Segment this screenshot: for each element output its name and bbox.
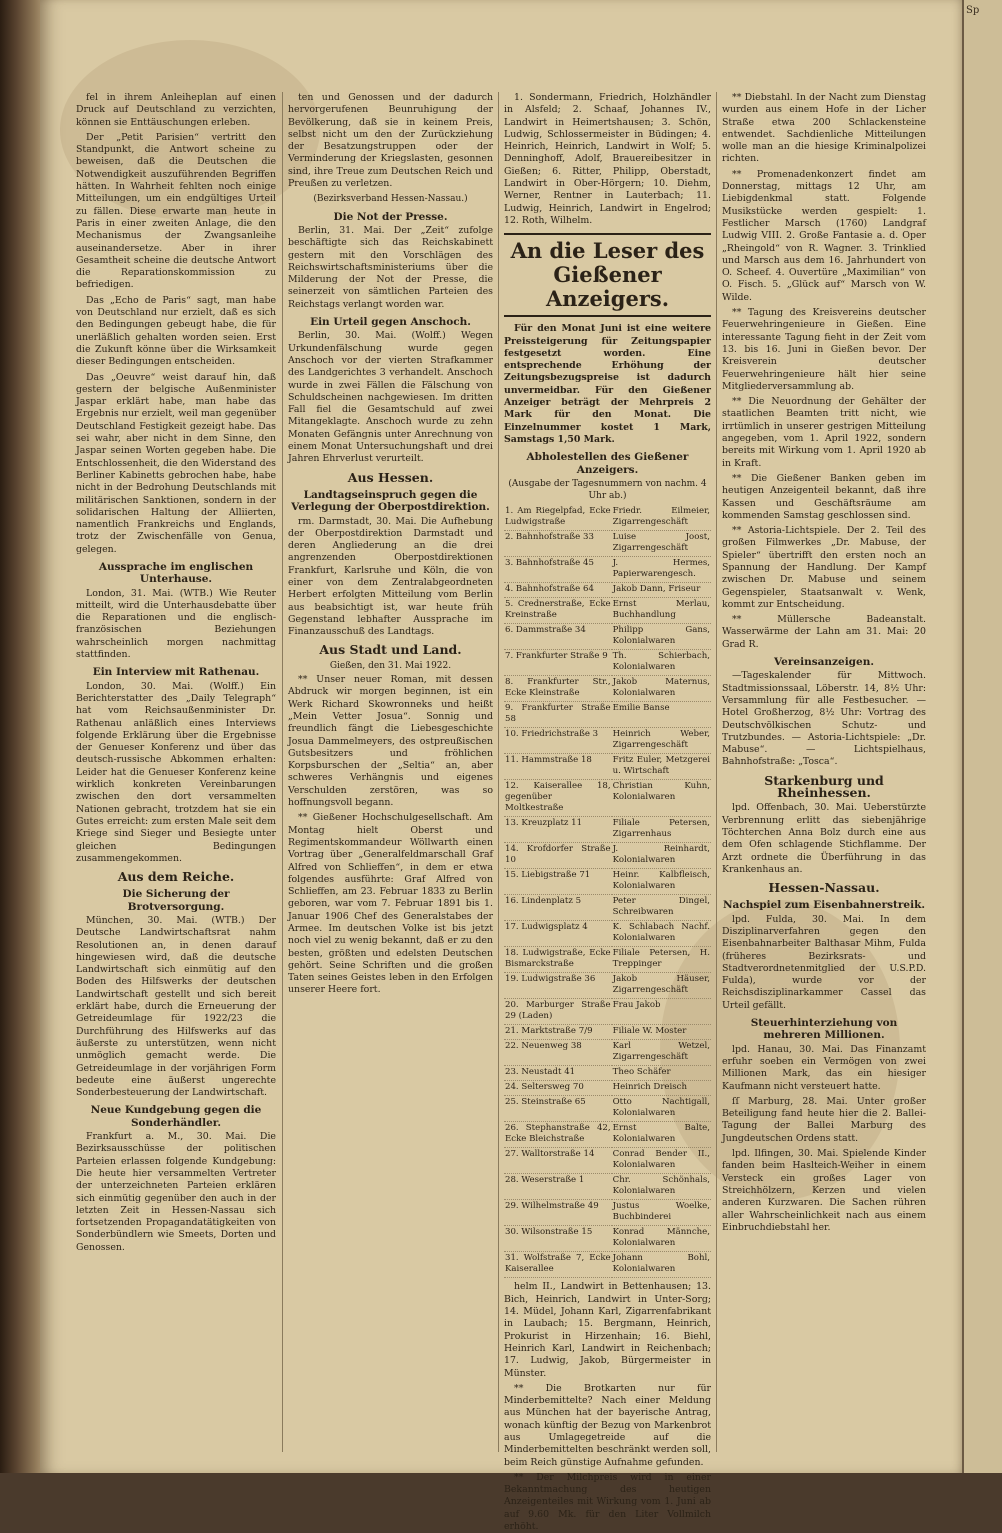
paragraph: rm. Darmstadt, 30. Mai. Die Aufhebung der Oberpostdirektion Darmstadt und deren Angliederung an die drei angrenzenden Oberpostdirektionen Frankfurt, Karlsruhe und Köln, die von einer von dem Zentralabgeordneten Herbert erfolgten Mitteilung vom Berlin aus beabsichtigt ist, war heute früh Gegenstand lebhafter Aussprache im Finanzausschuß des Landtags.	[288, 515, 493, 638]
outlet-name: Jakob Dann, Friseur	[612, 583, 711, 598]
outlets-heading: Abholestellen des Gießener Anzeigers.	[526, 451, 689, 476]
outlet-name: Heinrich Dreisch	[612, 1081, 711, 1096]
outlet-name: Heinr. Kalbfleisch, Kolonialwaren	[612, 869, 711, 895]
outlet-name: Filiale Petersen, Zigarrenhaus	[612, 817, 711, 843]
outlet-name: Johann Bohl, Kolonialwaren	[612, 1252, 711, 1278]
table-row	[504, 728, 711, 754]
paragraph: 1. Sondermann, Friedrich, Holzhändler in Alsfeld; 2. Schaaf, Johannes IV., Landwirt in Heimertshausen; 3. Schön, Ludwig, Schlossermeister in Büdingen; 4. Heinrich, Heinrich, Landwirt in Wolf; 5. Denninghoff, Adolf, Brauereibesitzer in Gießen; 6. Ritter, Philipp, Oberstadt, Landwirt in Ober-Hörgern; 10. Diehm, Werner, Rentner in Lauterbach; 11. Ludwig, Heinrich, Landwirt in Engelrod; 12. Roth, Wilhelm.	[504, 92, 711, 226]
outlet-name: Fritz Euler, Metzgerei u. Wirtschaft	[612, 754, 711, 780]
article-heading: Nachspiel zum Eisenbahnerstreik.	[722, 899, 926, 912]
outlet-location: 18. Ludwigstraße, Ecke Bismarckstraße	[504, 947, 612, 973]
outlet-name: Justus Woelke, Buchbinderei	[612, 1200, 711, 1226]
paragraph: ** Tagung des Kreisvereins deutscher Feuerwehringenieure in Gießen. Eine interessante Tagung fieht in der Zeit vom 13. bis 16. Juni in Gießen bevor. Der Kreisverein deutscher Feuerwehringenieure hält hier seine Mitgliederversammlung ab.	[722, 307, 926, 392]
paragraph: Der „Petit Parisien“ vertritt den Standpunkt, die Antwort scheine zu beweisen, daß die Deutschen die Notwendigkeit auszuführenden Begriffen hätten. In Wahrheit fehlten noch einige Mitteilungen, um ein endgültiges Urteil zu fällen. Diese erwarte man heute in Paris in einer zweiten Anlage, die den Mechanismus der Zwangsanleihe auseinandersetze. Aber in ihrer Gesamtheit scheine die deutsche Antwort die Reparationskommission zu befriedigen.	[76, 131, 276, 291]
table-row	[504, 583, 711, 598]
adjacent-page-edge	[962, 0, 1002, 1473]
column-4	[722, 92, 926, 1462]
outlet-name: Frau Jakob	[612, 999, 711, 1025]
outlet-name: Ernst Merlau, Buchhandlung	[612, 598, 711, 624]
outlet-location: 20. Marburger Straße 29 (Laden)	[504, 999, 612, 1025]
paragraph: —Tageskalender für Mittwoch. Stadtmissionssaal, Löberstr. 14, 8½ Uhr: Versammlung für alle Festbesucher. — Hotel Großherzog, 8½ Uhr: Vortrag des Deutschvölkischen Schutz- und Trutzbundes. — Astoria-Lichtspiele: „Dr. Mabuse“. — Lichtspielhaus, Bahnhofstraße: „Tosca“.	[722, 670, 926, 768]
paragraph: Berlin, 30. Mai. (Wolff.) Wegen Urkundenfälschung wurde gegen Anschoch vor der vierten Strafkammer des Landgerichtes 3 verhandelt. Anschoch wurde in zwei Fällen die Fälschung von Schuldscheinen nachgewiesen. Im dritten Fall fiel die Gesamtschuld auf zwei Mitangeklagte. Anschoch wurde zu zehn Monaten Gefängnis unter Anrechnung von einem Monat Untersuchungshaft und drei Jahren Ehrverlust verurteilt.	[288, 330, 493, 465]
table-row	[504, 1174, 711, 1200]
outlet-location: 21. Marktstraße 7/9	[504, 1025, 612, 1040]
outlet-location: 30. Wilsonstraße 15	[504, 1226, 612, 1252]
column-rule	[498, 92, 499, 1452]
table-row	[504, 702, 711, 728]
article-heading: Die Sicherung der Brotversorgung.	[122, 888, 230, 913]
article-heading: Die Not der Presse.	[333, 210, 448, 223]
section-heading: Aus Hessen.	[347, 469, 434, 485]
outlets-table	[504, 505, 711, 1278]
outlet-location: 1. Am Riegelpfad, Ecke Ludwigstraße	[504, 505, 612, 531]
table-row	[504, 869, 711, 895]
outlet-location: 31. Wolfstraße 7, Ecke Kaiserallee	[504, 1252, 612, 1278]
section-heading: Aus dem Reiche.	[117, 869, 235, 885]
table-row	[504, 780, 711, 817]
paragraph: ** Müllersche Badeanstalt. Wasserwärme der Lahn am 31. Mai: 20 Grad R.	[722, 614, 926, 650]
paragraph: ** Diebstahl. In der Nacht zum Dienstag wurden aus einem Hofe in der Licher Straße etwa 200 Schlackensteine entwendet. Sachdienliche Mitteilungen wolle man an die hiesige Kriminalpolizei richten.	[722, 92, 926, 165]
outlet-location: 29. Wilhelmstraße 49	[504, 1200, 612, 1226]
outlet-location: 7. Frankfurter Straße 9	[504, 650, 612, 676]
outlet-location: 11. Hammstraße 18	[504, 754, 612, 780]
outlet-name: Luise Joost, Zigarrengeschäft	[612, 531, 711, 557]
table-row	[504, 895, 711, 921]
table-row	[504, 1040, 711, 1066]
paragraph: ** Astoria-Lichtspiele. Der 2. Teil des großen Filmwerkes „Dr. Mabuse, der Spieler“ übertrifft den ersten noch an Spannung der Handlung. Der Kampf zwischen Dr. Mabuse und seinem Gegenspieler, Staatsanwalt v. Wenk, kommt zur Entscheidung.	[722, 525, 926, 610]
outlets-subheading: (Ausgabe der Tagesnummern von nachm. 4 Uhr ab.)	[508, 478, 707, 502]
paragraph: fel in ihrem Anleiheplan auf einen Druck auf Deutschland zu verzichten, können sie Enttäuschungen erleben.	[76, 92, 276, 128]
outlet-location: 6. Dammstraße 34	[504, 624, 612, 650]
outlet-location: 2. Bahnhofstraße 33	[504, 531, 612, 557]
outlet-name: Ernst Balte, Kolonialwaren	[612, 1122, 711, 1148]
table-row	[504, 624, 711, 650]
table-row	[504, 947, 711, 973]
outlet-location: 16. Lindenplatz 5	[504, 895, 612, 921]
table-row	[504, 505, 711, 531]
column-rule	[282, 92, 283, 1452]
outlet-name: Theo Schäfer	[612, 1066, 711, 1081]
paragraph: lpd. Hanau, 30. Mai. Das Finanzamt erfuhr soeben ein Vermögen von zwei Millionen Mark, das ein hiesiger Kaufmann nicht versteuert hatte.	[722, 1043, 926, 1092]
paragraph: München, 30. Mai. (WTB.) Der Deutsche Landwirtschaftsrat nahm Resolutionen an, in denen darauf hingewiesen wird, daß die deutsche Landwirtschaft sich einmütig auf den Boden des Hilfswerks der deutschen Landwirtschaft gestellt und sich bereit erklärt habe, durch die Erneuerung der Getreideumlage für 1922/23 die Durchführung des Hilfswerks auf das äußerste zu unterstützen, wenn nicht unmöglich gemacht werde. Die Getreideumlage in der vorjährigen Form bedeute eine äußerst ungerechte Sonderbesteuerung der Landwirtschaft.	[76, 915, 276, 1099]
outlet-location: 13. Kreuzplatz 11	[504, 817, 612, 843]
table-row	[504, 817, 711, 843]
outlet-location: 9. Frankfurter Straße 58	[504, 702, 612, 728]
outlet-location: 27. Walltorstraße 14	[504, 1148, 612, 1174]
reader-notice-banner: An die Leser des Gießener Anzeigers.	[504, 233, 711, 317]
table-row	[504, 1148, 711, 1174]
outlet-location: 22. Neuenweg 38	[504, 1040, 612, 1066]
paragraph: lpd. Offenbach, 30. Mai. Ueberstürzte Verbrennung erlitt das siebenjährige Töchterchen Anna Bolz durch eine aus dem Ofen schlagende Stichflamme. Der Arzt ordnete die Überführung in das Krankenhaus an.	[722, 802, 926, 875]
outlet-location: 25. Steinstraße 65	[504, 1096, 612, 1122]
paragraph: ** Unser neuer Roman, mit dessen Abdruck wir morgen beginnen, ist ein Werk Richard Skowronneks und heißt „Mein Vetter Josua“. Sonnig und freundlich fängt die Liebesgeschichte Josua Dammelmeyers, des ostpreußischen Gutsbesitzers und fröhlichen Korpsburschen der „Seltia“ an, aber schweres Verhängnis und eigenes Verschulden zerstören, was so hoffnungsvoll begann.	[288, 674, 493, 809]
outlet-location: 12. Kaiserallee 18, gegenüber Moltkestraße	[504, 780, 612, 817]
paragraph: Das „Echo de Paris“ sagt, man habe von Deutschland nur erzielt, daß es sich den Bedingungen gebeugt habe, die für unerläßlich gehalten worden seien. Erst die Zukunft könne über die Wirksamkeit dieser Bedingungen entscheiden.	[76, 294, 276, 368]
table-row	[504, 754, 711, 780]
paragraph: ** Gießener Hochschulgesellschaft. Am Montag hielt Oberst und Regimentskommandeur Wöllwarth einen Vortrag über „Generalfeldmarschall Graf Alfred von Schlieffen“, in dem er etwa folgendes ausführte: Graf Alfred von Schlieffen, am 23. Februar 1833 zu Berlin geboren, war vom 7. Februar 1891 bis 1. Januar 1906 Chef des Generalstabes der Armee. Im deutschen Volke ist bis jetzt noch viel zu wenig bekannt, daß er zu den besten, größten und edelsten Deutschen gehört. Seine Schriften und die großen Taten seines Geistes leben in den Erfolgen unserer Heere fort.	[288, 812, 493, 996]
column-3	[504, 92, 711, 1533]
outlet-name: Jakob Häuser, Zigarrengeschäft	[612, 973, 711, 999]
outlet-location: 14. Krofdorfer Straße 10	[504, 843, 612, 869]
table-row	[504, 1122, 711, 1148]
paragraph: ** Der Milchpreis wird in einer Bekanntmachung des heutigen Anzeigenteiles mit Wirkung vom 1. Juni ab auf 9.60 Mk. für den Liter Vollmilch erhöht.	[504, 1471, 711, 1533]
table-row	[504, 650, 711, 676]
outlet-name: Heinrich Weber, Zigarrengeschäft	[612, 728, 711, 754]
outlet-name: Emilie Banse	[612, 702, 711, 728]
paragraph: Berlin, 31. Mai. Der „Zeit“ zufolge beschäftigte sich das Reichskabinett gestern mit den Vorschlägen des Reichswirtschaftsministeriums über die Milderung der Not der Presse, die seinerzeit von sämtlichen Parteien des Reichstags verlangt worden war.	[288, 224, 493, 310]
outlet-location: 23. Neustadt 41	[504, 1066, 612, 1081]
table-row	[504, 1252, 711, 1278]
outlet-name: J. Reinhardt, Kolonialwaren	[612, 843, 711, 869]
article-heading: Aussprache im englischen Unterhause.	[98, 560, 254, 586]
table-row	[504, 676, 711, 702]
dateline: Gießen, den 31. Mai 1922.	[329, 660, 452, 671]
outlet-name: Otto Nachtigall, Kolonialwaren	[612, 1096, 711, 1122]
outlet-location: 8. Frankfurter Str., Ecke Kleinstraße	[504, 676, 612, 702]
table-row	[504, 557, 711, 583]
column-rule	[716, 92, 717, 1452]
outlet-name: Philipp Gans, Kolonialwaren	[612, 624, 711, 650]
attribution: (Bezirksverband Hessen-Nassau.)	[313, 194, 468, 205]
outlet-name: Friedr. Eilmeier, Zigarrengeschäft	[612, 505, 711, 531]
table-row	[504, 1066, 711, 1081]
outlet-name: Christian Kuhn, Kolonialwaren	[612, 780, 711, 817]
paragraph: ſſ Marburg, 28. Mai. Unter großer Beteiligung fand heute hier die 2. Ballei-Tagung der Ballei Marburg des Jungdeutschen Ordens statt.	[722, 1095, 926, 1144]
article-heading: Steuerhinterziehung von mehreren Millionen.	[750, 1017, 898, 1042]
outlet-name: Th. Schierbach, Kolonialwaren	[612, 650, 711, 676]
outlet-name: Karl Wetzel, Zigarrengeschäft	[612, 1040, 711, 1066]
article-heading: Ein Interview mit Rathenau.	[92, 666, 260, 679]
table-row	[504, 1025, 711, 1040]
table-row	[504, 973, 711, 999]
outlet-location: 3. Bahnhofstraße 45	[504, 557, 612, 583]
outlet-name: Peter Dingel, Schreibwaren	[612, 895, 711, 921]
table-row	[504, 1096, 711, 1122]
section-heading: Hessen-Nassau.	[768, 880, 880, 896]
outlet-location: 17. Ludwigsplatz 4	[504, 921, 612, 947]
paragraph: Das „Oeuvre“ weist darauf hin, daß gestern der belgische Außenminister Jaspar erklärt habe, man habe das Ergebnis nur erzielt, weil man gegenüber Deutschland Festigkeit gezeigt habe. Das sei wahr, aber nicht in dem Sinne, den Jaspar seinen Worten gegeben habe. Die Entschlossenheit, die den Widerstand des Berliner Kabinetts gebrochen habe, habe nicht in der Bedrohung Deutschlands mit militärischen Sanktionen, sondern in der solidarischen Haltung der Alliierten, namentlich Frankreichs und Englands, trotz der Zwischenfälle von Genua, gelegen.	[76, 371, 276, 555]
article-heading: Landtagseinspruch gegen die Verlegung der Oberpostdirektion.	[291, 488, 490, 514]
outlet-location: 15. Liebigstraße 71	[504, 869, 612, 895]
table-row	[504, 531, 711, 557]
paragraph: Frankfurt a. M., 30. Mai. Die Bezirksausschüsse der politischen Parteien erlassen folgende Kundgebung: Die heute hier versammelten Vertreter der unterzeichneten Parteien erklären sich einmütig gegenüber den auch in der letzten Zeit in Hessen-Nassau sich fortsetzenden Propagandatätigkeiten von Sonderbündlern wie Smeets, Dorten und Genossen.	[76, 1131, 276, 1253]
outlet-name: Filiale W. Moster	[612, 1025, 711, 1040]
table-row	[504, 999, 711, 1025]
outlet-location: 10. Friedrichstraße 3	[504, 728, 612, 754]
table-row	[504, 921, 711, 947]
paragraph: ** Die Neuordnung der Gehälter der staatlichen Beamten tritt nicht, wie irrtümlich in unserer gestrigen Mitteilung angegeben, vom 1. April 1922, sondern bereits mit Wirkung vom 1. April 1920 ab in Kraft.	[722, 396, 926, 469]
paragraph: lpd. Fulda, 30. Mai. In dem Disziplinarverfahren gegen den Eisenbahnarbeiter Balthasar Mihm, Fulda (früheres Bezirksrats- und Stadtverordnetenmitglied der U.S.P.D. Fulda), wurde vor der Reichsdisziplinarkammer Cassel das Urteil gefällt.	[722, 913, 926, 1011]
table-row	[504, 1200, 711, 1226]
paragraph: ** Die Gießener Banken geben im heutigen Anzeigenteil bekannt, daß ihre Kassen und Geschäftsräume am kommenden Samstag geschlossen sind.	[722, 472, 926, 521]
outlet-name: K. Schlabach Nachf. Kolonialwaren	[612, 921, 711, 947]
table-row	[504, 1226, 711, 1252]
article-heading: Ein Urteil gegen Anschoch.	[310, 316, 471, 329]
outlet-name: J. Hermes, Papierwarengesch.	[612, 557, 711, 583]
paragraph: helm II., Landwirt in Bettenhausen; 13. Bich, Heinrich, Landwirt in Unter-Sorg; 14. Müdel, Johann Karl, Zigarrenfabrikant in Laubach; 15. Bergmann, Heinrich, Prokurist in Hirzenhain; 16. Biehl, Heinrich Karl, Landwirt in Reichenbach; 17. Ludwig, Jakob, Bürgermeister in Münster.	[504, 1281, 711, 1379]
paragraph: lpd. Ilfingen, 30. Mai. Spielende Kinder fanden beim Haslteich-Weiher in einem Versteck ein großes Lager von Streichhölzern, Kerzen und vielen anderen Kurzwaren. Die Sachen rühren aller Wahrscheinlichkeit nach aus einem Einbruchdiebstahl her.	[722, 1148, 926, 1233]
adjacent-page-text: Sp	[966, 5, 980, 16]
article-heading: Vereinsanzeigen.	[774, 656, 874, 669]
outlet-name: Jakob Maternus, Kolonialwaren	[612, 676, 711, 702]
outlet-location: 26. Stephanstraße 42, Ecke Bleichstraße	[504, 1122, 612, 1148]
outlet-location: 4. Bahnhofstraße 64	[504, 583, 612, 598]
paragraph: ** Promenadenkonzert findet am Donnerstag, mittags 12 Uhr, am Liebigdenkmal statt. Folgende Musikstücke werden gespielt: 1. Festlicher Marsch (1760) Landgraf Ludwig VIII. 2. Große Fantasie a. d. Oper „Rheingold“ von R. Wagner. 3. Trinklied und Marsch aus dem 16. Jahrhundert von O. Scheef. 4. Ouvertüre „Maximilian“ von O. Fisch. 5. „Glück auf“ Marsch von W. Wilde.	[722, 168, 926, 303]
article-heading: Neue Kundgebung gegen die Sonderhändler.	[90, 1104, 262, 1129]
paragraph: London, 30. Mai. (Wolff.) Ein Berichterstatter des „Daily Telegraph“ hat vom Reichsaußenminister Dr. Rathenau anläßlich eines Interviews folgende Erklärung über die Ergebnisse der Genueser Konferenz und über das deutsch-russische Abkommen erhalten: Leider hat die Genueser Konferenz keine wirklich konkreten Vereinbarungen zwischen den dort versammelten Nationen gebracht, trotzdem hat sie ein Gutes erreicht: zum ersten Male seit dem Kriege sind Sieger und Besiegte unter gleichen Bedingungen zusammengekommen.	[76, 680, 276, 864]
table-row	[504, 598, 711, 624]
section-heading: Aus Stadt und Land.	[319, 642, 462, 658]
outlet-location: 5. Crednerstraße, Ecke Kreinstraße	[504, 598, 612, 624]
outlet-location: 28. Weserstraße 1	[504, 1174, 612, 1200]
column-2	[288, 92, 493, 1462]
section-heading: Starkenburg und Rheinhessen.	[764, 772, 884, 801]
outlet-name: Konrad Männche, Kolonialwaren	[612, 1226, 711, 1252]
outlet-name: Chr. Schönhals, Kolonialwaren	[612, 1174, 711, 1200]
table-row	[504, 843, 711, 869]
outlet-location: 19. Ludwigstraße 36	[504, 973, 612, 999]
outlet-location: 24. Seltersweg 70	[504, 1081, 612, 1096]
outlet-name: Conrad Bender II., Kolonialwaren	[612, 1148, 711, 1174]
column-1	[76, 92, 276, 1462]
paragraph: London, 31. Mai. (WTB.) Wie Reuter mitteilt, wird die Unterhausdebatte über die Reparationen und die englisch-französischen Beziehungen wahrscheinlich morgen nachmittag stattfinden.	[76, 587, 276, 661]
outlet-name: Filiale Petersen, H. Treppinger	[612, 947, 711, 973]
table-row	[504, 1081, 711, 1096]
price-notice: Für den Monat Juni ist eine weitere Preissteigerung für Zeitungspapier festgesetzt worden. Eine entsprechende Erhöhung der Zeitungsbezugspreise ist dadurch unvermeidbar. Für den Gießener Anzeiger beträgt der Mehrpreis 2 Mark für den Monat. Die Einzelnummer kostet 1 Mark, Samstags 1,50 Mark.	[504, 323, 711, 445]
paragraph: ** Die Brotkarten nur für Minderbemittelte? Nach einer Meldung aus München hat der bayerische Antrag, wonach künftig der Bezug von Markenbrot aus Umlagegetreide auf die Minderbemittelten beschränkt werden soll, beim Reich günstige Aufnahme gefunden.	[504, 1382, 711, 1468]
paragraph: ten und Genossen und der dadurch hervorgerufenen Beunruhigung der Bevölkerung, daß sie in keinem Preis, selbst nicht um den der Zurückziehung der Besatzungstruppen oder der Verminderung der Kriegslasten, gesonnen sind, ihre Treue zum Deutschen Reich und Preußen zu verletzen.	[288, 92, 493, 190]
